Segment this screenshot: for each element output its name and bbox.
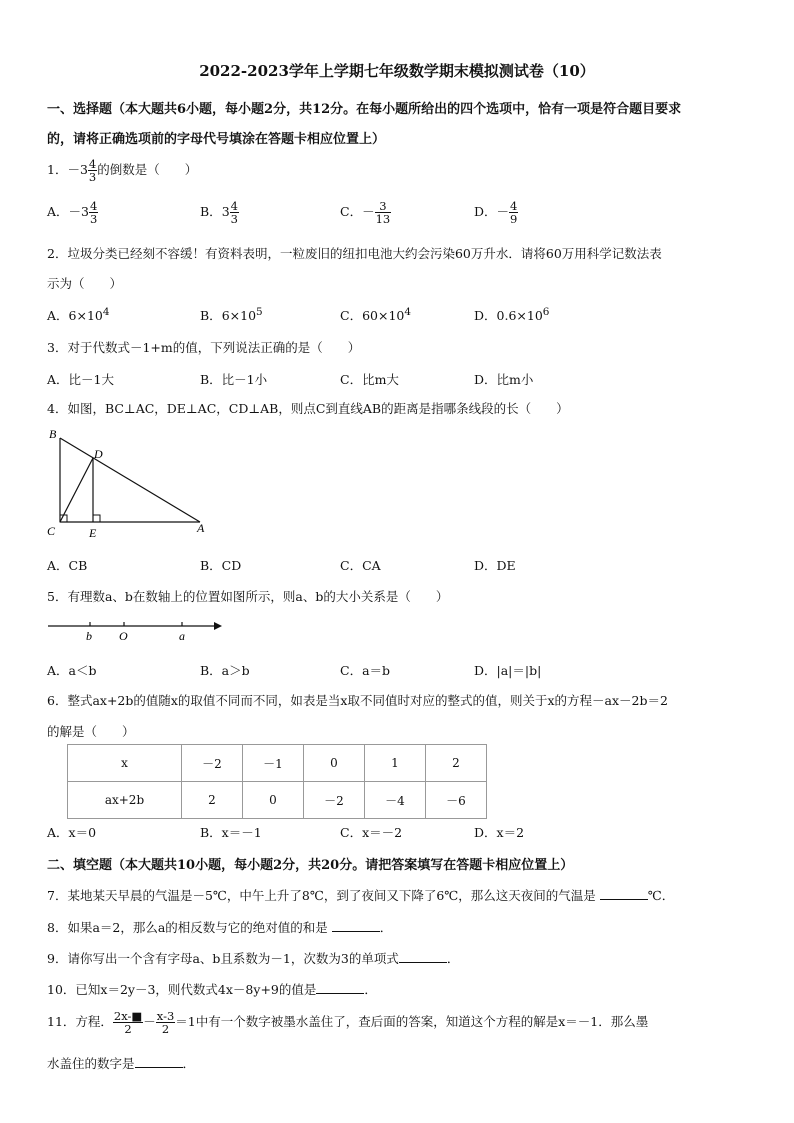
q1-fraction: $\frac{4}{3}$ (88, 157, 97, 184)
question-11-line2: 水盖住的数字是 ． (47, 1056, 196, 1071)
question-11-line1: 11．方程． $\frac{2x-■}{2}$ － $\frac{x-3}{2}$ ＝1中有一个数字被墨水盖住了，查后面的答案，知道这个方程的解是x＝－1．那么墨 (47, 1009, 649, 1036)
question-4-stem: 4．如图，BC⊥AC，DE⊥AC，CD⊥AB，则点C到直线AB的距离是指哪条线段的长（ ） (47, 401, 569, 416)
q11-fraction-1: $\frac{2x-■}{2}$ (113, 1009, 143, 1036)
section1-header-line1: 一、选择题（本大题共6小题，每小题2分，共12分。在每小题所给出的四个选项中，恰有一项是符合题目要求 (47, 102, 682, 117)
q1-suffix: 的倒数是（ ） (97, 162, 198, 177)
q4-option-c: C．CA (340, 558, 381, 573)
question-3-stem: 3．对于代数式－1+m的值，下列说法正确的是（ ） (47, 340, 361, 355)
q1-option-b: B．3 $\frac{4}{3}$ (200, 199, 238, 226)
answer-blank (316, 981, 364, 994)
question-1-stem (47, 158, 197, 183)
question-6-line1: 6．整式ax+2b的值随x的取值不同而不同，如表是当x取不同值时对应的整式的值，则关于x的方程－ax－2b＝2 (47, 693, 668, 708)
right-angle-e (93, 515, 100, 522)
q2-option-a: A．$6\times 10^4$ (47, 306, 110, 324)
q5-option-b: B．a＞b (200, 663, 250, 678)
q5-option-c: C．a＝b (340, 663, 391, 678)
question-5-stem: 5．有理数a、b在数轴上的位置如图所示，则a、b的大小关系是（ ） (47, 589, 449, 604)
label-a: A (197, 521, 205, 535)
table-row: x －2 －1 0 1 2 (68, 745, 487, 782)
q6-option-d: D．x＝2 (474, 825, 525, 840)
answer-blank (332, 919, 380, 932)
question-6-line2: 的解是（ ） (47, 724, 135, 739)
axis-label-o: O (119, 629, 128, 643)
q3-option-c: C．比m大 (340, 372, 399, 387)
question-2-line1: 2．垃圾分类已经刻不容缓！有资料表明，一粒废旧的纽扣电池大约会污染60万升水．请将60万用科学记数法表 (47, 246, 662, 261)
table-row: ax+2b 2 0 －2 －4 －6 (68, 782, 487, 819)
page-title: 2022-2023学年上学期七年级数学期末模拟测试卷（10） (199, 62, 595, 80)
section1-header-line2: 的，请将正确选项前的字母代号填涂在答题卡相应位置上） (47, 132, 386, 147)
section2-header: 二、填空题（本大题共10小题，每小题2分，共20分。请把答案填写在答题卡相应位置上） (47, 858, 574, 873)
answer-blank (135, 1055, 183, 1068)
q1-option-c: C．－ $\frac{3}{13}$ (340, 199, 391, 226)
q1-option-d: D．－ $\frac{4}{9}$ (474, 199, 518, 226)
q1-prefix: －3 (67, 162, 88, 177)
q6-option-b: B．x＝－1 (200, 825, 262, 840)
q11-fraction-2: $\frac{x-3}{2}$ (156, 1009, 175, 1036)
q5-option-a: A．a＜b (47, 663, 97, 678)
q1-number: 1． (47, 162, 68, 177)
label-b: B (49, 427, 57, 441)
q2-option-c: C．$60\times 10^4$ (340, 306, 411, 324)
q6-option-a: A．x＝0 (47, 825, 97, 840)
q2-option-b: B．$6\times 10^5$ (200, 306, 263, 324)
question-9: 9．请你写出一个含有字母a、b且系数为－1，次数为3的单项式 ． (47, 951, 460, 966)
q3-option-d: D．比m小 (474, 372, 534, 387)
axis-label-a: a (179, 629, 185, 643)
question-2-line2: 示为（ ） (47, 276, 123, 291)
q5-number-line (44, 616, 224, 644)
q3-option-a: A．比－1大 (47, 372, 114, 387)
q4-option-a: A．CB (47, 558, 88, 573)
question-8: 8．如果a＝2，那么a的相反数与它的绝对值的和是 ． (47, 920, 393, 935)
q4-option-d: D．DE (474, 558, 516, 573)
question-7: 7．某地某天早晨的气温是－5℃，中午上升了8℃，到了夜间又下降了6℃，那么这天夜间的气温是 ℃． (47, 888, 675, 903)
label-e: E (89, 526, 97, 540)
q4-triangle-diagram (44, 424, 214, 542)
q3-option-b: B．比－1小 (200, 372, 268, 387)
label-d: D (94, 447, 103, 461)
q2-option-d: D．$0.6\times 10^6$ (474, 306, 550, 324)
question-10: 10．已知x＝2y－3，则代数式4x－8y+9的值是 ． (47, 982, 377, 997)
q4-option-b: B．CD (200, 558, 242, 573)
q1-option-a: A．－3 $\frac{4}{3}$ (47, 199, 98, 226)
axis-label-b: b (86, 629, 92, 643)
line-cd (60, 458, 93, 522)
label-c: C (47, 524, 56, 538)
q6-value-table (67, 744, 487, 819)
answer-blank (600, 887, 648, 900)
q5-option-d: D．|a|＝|b| (474, 663, 542, 678)
q6-option-c: C．x＝－2 (340, 825, 403, 840)
answer-blank (399, 950, 447, 963)
